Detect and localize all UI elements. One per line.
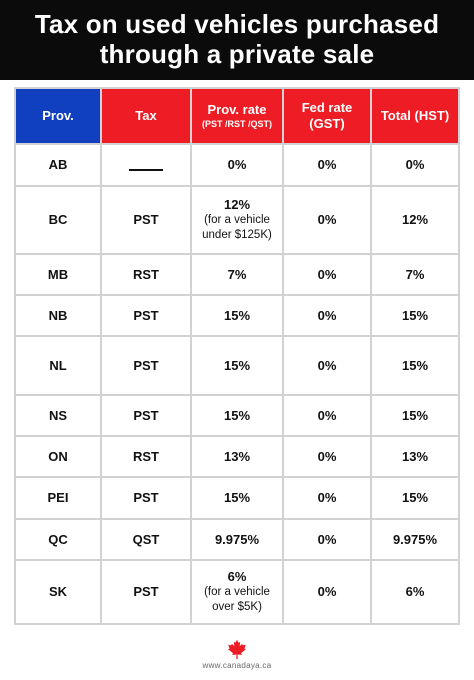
cell-fed: 0% — [284, 296, 372, 337]
header-prov-rate-label: Prov. rate — [207, 102, 267, 117]
header-prov-label: Prov. — [42, 108, 74, 123]
cell-rate-value: 0% — [227, 157, 247, 172]
cell-prov: PEI — [14, 478, 102, 520]
cell-fed: 0% — [284, 437, 372, 478]
header-total-label: Total (HST) — [380, 108, 450, 123]
cell-total: 13% — [372, 437, 460, 478]
cell-total: 15% — [372, 396, 460, 437]
cell-rate-note: (for a vehicle over $5K) — [204, 586, 270, 613]
cell-tax: RST — [102, 255, 192, 296]
table-row — [14, 337, 460, 396]
cell-fed: 0% — [284, 520, 372, 561]
cell-rate — [192, 187, 284, 255]
table-row — [14, 561, 460, 625]
header-fed-rate — [284, 87, 372, 145]
cell-rate — [192, 437, 284, 478]
table-row — [14, 187, 460, 255]
table-row — [14, 255, 460, 296]
cell-fed: 0% — [284, 255, 372, 296]
cell-prov: NL — [14, 337, 102, 396]
cell-fed: 0% — [284, 561, 372, 625]
cell-rate-value: 13% — [223, 448, 251, 464]
table-row — [14, 478, 460, 520]
cell-fed: 0% — [284, 145, 372, 187]
table-row — [14, 520, 460, 561]
cell-prov: QC — [14, 520, 102, 561]
cell-rate — [192, 145, 284, 187]
header-tax-label: Tax — [135, 108, 157, 123]
cell-rate-value: 9.975% — [214, 531, 260, 547]
header-fed-rate-label: Fed rate — [301, 100, 353, 115]
header-prov-rate — [192, 87, 284, 145]
tax-table — [14, 87, 460, 625]
cell-rate — [192, 337, 284, 396]
cell-rate — [192, 255, 284, 296]
cell-rate — [192, 478, 284, 520]
cell-rate — [192, 296, 284, 337]
cell-tax — [102, 145, 192, 187]
cell-fed: 0% — [284, 396, 372, 437]
header-fed-rate-sub: (GST) — [309, 116, 345, 131]
cell-fed: 0% — [284, 478, 372, 520]
table-row — [14, 437, 460, 478]
page-title-line-1: Tax on used vehicles purchased — [34, 9, 440, 39]
cell-prov: ON — [14, 437, 102, 478]
cell-total: 7% — [372, 255, 460, 296]
table-row — [14, 396, 460, 437]
cell-rate-value: 6% — [227, 569, 247, 584]
cell-tax: RST — [102, 437, 192, 478]
header-tax — [102, 87, 192, 145]
cell-rate — [192, 561, 284, 625]
maple-leaf-icon — [226, 638, 248, 660]
cell-rate-value: 12% — [223, 197, 251, 212]
header-prov-rate-sub: (PST /RST /QST) — [201, 119, 272, 129]
cell-fed: 0% — [284, 337, 372, 396]
cell-rate-note: (for a vehicle under $125K) — [202, 214, 272, 241]
cell-total: 15% — [372, 478, 460, 520]
cell-rate-value: 7% — [227, 266, 247, 282]
cell-fed: 0% — [284, 187, 372, 255]
header-total — [372, 87, 460, 145]
cell-tax: PST — [102, 296, 192, 337]
title-bar — [0, 0, 474, 80]
cell-rate-value: 15% — [223, 357, 251, 373]
cell-tax: PST — [102, 187, 192, 255]
cell-tax: PST — [102, 396, 192, 437]
cell-rate-value: 15% — [223, 490, 251, 505]
cell-prov: MB — [14, 255, 102, 296]
cell-rate-value: 15% — [223, 307, 251, 323]
cell-prov: NB — [14, 296, 102, 337]
cell-total: 6% — [372, 561, 460, 625]
blank-tax-line — [129, 160, 163, 171]
footer — [0, 638, 474, 671]
cell-rate-value: 15% — [223, 407, 251, 423]
table-row — [14, 296, 460, 337]
cell-tax: QST — [102, 520, 192, 561]
cell-rate — [192, 520, 284, 561]
cell-prov: AB — [14, 145, 102, 187]
cell-prov: SK — [14, 561, 102, 625]
header-prov — [14, 87, 102, 145]
cell-total: 9.975% — [372, 520, 460, 561]
cell-prov: NS — [14, 396, 102, 437]
header-row — [14, 87, 460, 145]
cell-total: 12% — [372, 187, 460, 255]
cell-tax: PST — [102, 478, 192, 520]
cell-tax: PST — [102, 337, 192, 396]
cell-rate — [192, 396, 284, 437]
page-title-line-2: through a private sale — [99, 39, 375, 69]
cell-total: 0% — [372, 145, 460, 187]
footer-url: www.canadaya.ca — [202, 661, 272, 670]
cell-prov: BC — [14, 187, 102, 255]
cell-total: 15% — [372, 296, 460, 337]
cell-tax: PST — [102, 561, 192, 625]
table-row — [14, 145, 460, 187]
cell-total: 15% — [372, 337, 460, 396]
